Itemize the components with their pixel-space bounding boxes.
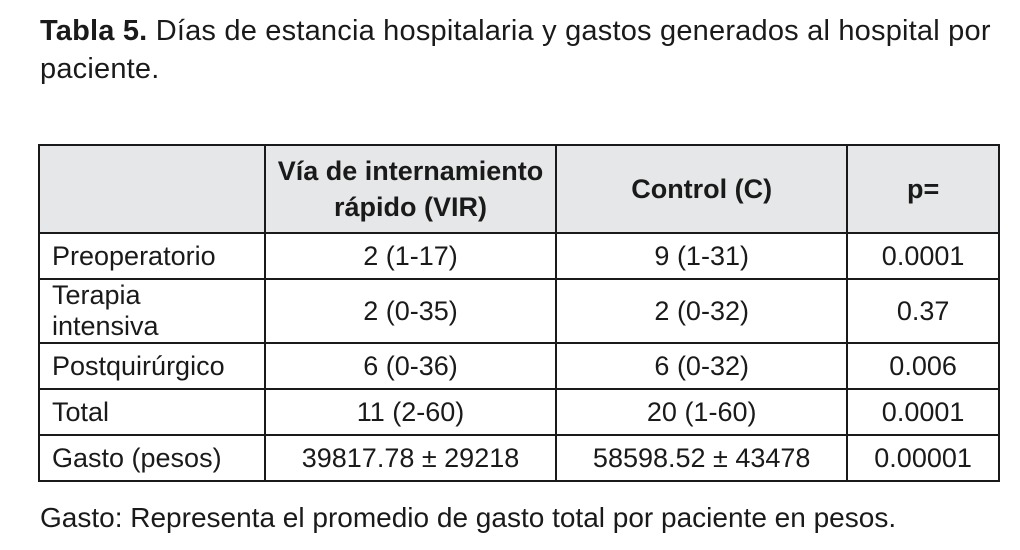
control-cell: 2 (0-32) bbox=[556, 279, 847, 343]
control-cell: 9 (1-31) bbox=[556, 233, 847, 279]
row-label: Postquirúrgico bbox=[39, 343, 265, 389]
table-row bbox=[39, 233, 999, 279]
header-row bbox=[39, 145, 999, 233]
table-row bbox=[39, 389, 999, 435]
header-cell-empty bbox=[39, 145, 265, 233]
header-cell-vir: Vía de internamiento rápido (VIR) bbox=[265, 145, 556, 233]
p-value-cell: 0.0001 bbox=[847, 389, 999, 435]
vir-cell: 39817.78 ± 29218 bbox=[265, 435, 556, 481]
vir-cell: 6 (0-36) bbox=[265, 343, 556, 389]
control-cell: 6 (0-32) bbox=[556, 343, 847, 389]
vir-cell: 2 (1-17) bbox=[265, 233, 556, 279]
vir-cell: 11 (2-60) bbox=[265, 389, 556, 435]
table-row bbox=[39, 279, 999, 343]
row-label: Total bbox=[39, 389, 265, 435]
p-value-cell: 0.00001 bbox=[847, 435, 999, 481]
p-value-cell: 0.0001 bbox=[847, 233, 999, 279]
header-cell-control: Control (C) bbox=[556, 145, 847, 233]
table-caption bbox=[40, 12, 1000, 88]
row-label: Preoperatorio bbox=[39, 233, 265, 279]
vir-cell: 2 (0-35) bbox=[265, 279, 556, 343]
header-cell-p: p= bbox=[847, 145, 999, 233]
data-table bbox=[38, 144, 1000, 482]
table-footnote: Gasto: Representa el promedio de gasto total por paciente en pesos. bbox=[40, 502, 897, 533]
caption-label: Tabla 5. bbox=[40, 15, 148, 47]
p-value-cell: 0.37 bbox=[847, 279, 999, 343]
caption-text: Días de estancia hospitalaria y gastos generados al hospital por paciente. bbox=[40, 15, 991, 85]
table-row bbox=[39, 435, 999, 481]
control-cell: 58598.52 ± 43478 bbox=[556, 435, 847, 481]
p-value-cell: 0.006 bbox=[847, 343, 999, 389]
row-label: Terapia intensiva bbox=[39, 279, 265, 343]
row-label: Gasto (pesos) bbox=[39, 435, 265, 481]
control-cell: 20 (1-60) bbox=[556, 389, 847, 435]
table-row bbox=[39, 343, 999, 389]
